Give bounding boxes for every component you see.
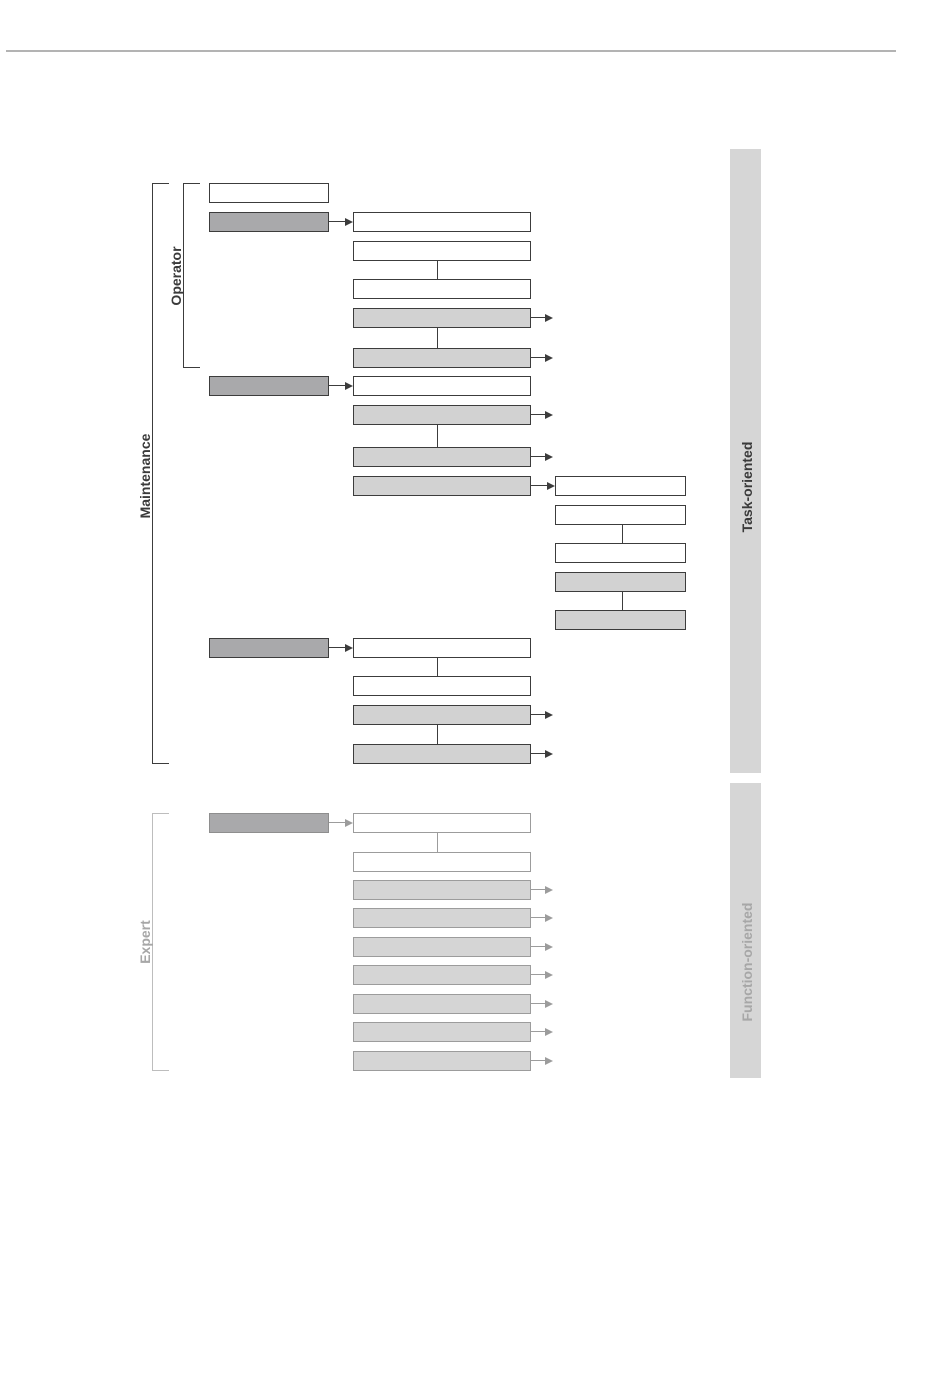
arrow-line bbox=[531, 414, 546, 415]
submenu-box bbox=[353, 852, 531, 872]
submenu-box bbox=[353, 447, 531, 467]
submenu-box bbox=[353, 880, 531, 900]
arrow-line bbox=[531, 485, 548, 486]
expert-bracket bbox=[152, 813, 169, 1071]
menu-box bbox=[209, 376, 329, 396]
arrow-head bbox=[545, 711, 553, 719]
arrow-head bbox=[545, 943, 553, 951]
arrow-line bbox=[329, 385, 346, 386]
arrow-head bbox=[545, 314, 553, 322]
continuation-line bbox=[622, 592, 623, 610]
task-oriented-label: Task-oriented bbox=[739, 441, 755, 533]
arrow-head bbox=[545, 750, 553, 758]
level3-box bbox=[555, 543, 686, 563]
arrow-line bbox=[531, 753, 546, 754]
submenu-box bbox=[353, 994, 531, 1014]
submenu-box bbox=[353, 376, 531, 396]
level3-box bbox=[555, 572, 686, 592]
continuation-line bbox=[622, 525, 623, 543]
arrow-head bbox=[545, 354, 553, 362]
maintenance-label: Maintenance bbox=[137, 433, 153, 519]
arrow-line bbox=[531, 1031, 546, 1032]
level3-box bbox=[555, 476, 686, 496]
continuation-line bbox=[437, 328, 438, 348]
function-oriented-label: Function-oriented bbox=[739, 902, 755, 1022]
arrow-line bbox=[531, 1003, 546, 1004]
arrow-head bbox=[345, 382, 353, 390]
arrow-head bbox=[345, 644, 353, 652]
submenu-box bbox=[353, 308, 531, 328]
arrow-line bbox=[329, 647, 346, 648]
arrow-head bbox=[545, 453, 553, 461]
submenu-box bbox=[353, 937, 531, 957]
arrow-head bbox=[547, 482, 555, 490]
arrow-head bbox=[345, 218, 353, 226]
continuation-line bbox=[437, 725, 438, 744]
maintenance-bracket bbox=[152, 183, 169, 764]
submenu-box bbox=[353, 813, 531, 833]
operator-bracket bbox=[183, 183, 200, 368]
submenu-box bbox=[353, 241, 531, 261]
arrow-head bbox=[545, 411, 553, 419]
arrow-line bbox=[531, 1060, 546, 1061]
expert-label: Expert bbox=[137, 920, 153, 964]
arrow-line bbox=[531, 946, 546, 947]
menu-box bbox=[209, 212, 329, 232]
continuation-line bbox=[437, 658, 438, 676]
arrow-head bbox=[545, 914, 553, 922]
level3-box bbox=[555, 505, 686, 525]
submenu-box bbox=[353, 212, 531, 232]
arrow-head bbox=[545, 971, 553, 979]
arrow-head bbox=[345, 819, 353, 827]
arrow-head bbox=[545, 886, 553, 894]
continuation-line bbox=[437, 833, 438, 852]
continuation-line bbox=[437, 425, 438, 447]
arrow-line bbox=[531, 357, 546, 358]
top-rule bbox=[6, 50, 896, 52]
arrow-line bbox=[531, 974, 546, 975]
submenu-box bbox=[353, 1051, 531, 1071]
menu-box bbox=[209, 813, 329, 833]
menu-box bbox=[209, 638, 329, 658]
arrow-line bbox=[531, 456, 546, 457]
submenu-box bbox=[353, 908, 531, 928]
submenu-box bbox=[353, 279, 531, 299]
submenu-box bbox=[353, 638, 531, 658]
continuation-line bbox=[437, 261, 438, 279]
submenu-box bbox=[353, 705, 531, 725]
arrow-line bbox=[531, 917, 546, 918]
operator-label: Operator bbox=[168, 246, 184, 306]
arrow-line bbox=[531, 714, 546, 715]
arrow-head bbox=[545, 1000, 553, 1008]
arrow-line bbox=[531, 889, 546, 890]
submenu-box bbox=[353, 348, 531, 368]
submenu-box bbox=[353, 1022, 531, 1042]
arrow-head bbox=[545, 1057, 553, 1065]
arrow-line bbox=[329, 221, 346, 222]
arrow-line bbox=[531, 317, 546, 318]
arrow-head bbox=[545, 1028, 553, 1036]
submenu-box bbox=[353, 405, 531, 425]
arrow-line bbox=[329, 822, 346, 823]
level3-box bbox=[555, 610, 686, 630]
submenu-box bbox=[353, 965, 531, 985]
submenu-box bbox=[353, 476, 531, 496]
submenu-box bbox=[353, 676, 531, 696]
menu-box bbox=[209, 183, 329, 203]
submenu-box bbox=[353, 744, 531, 764]
